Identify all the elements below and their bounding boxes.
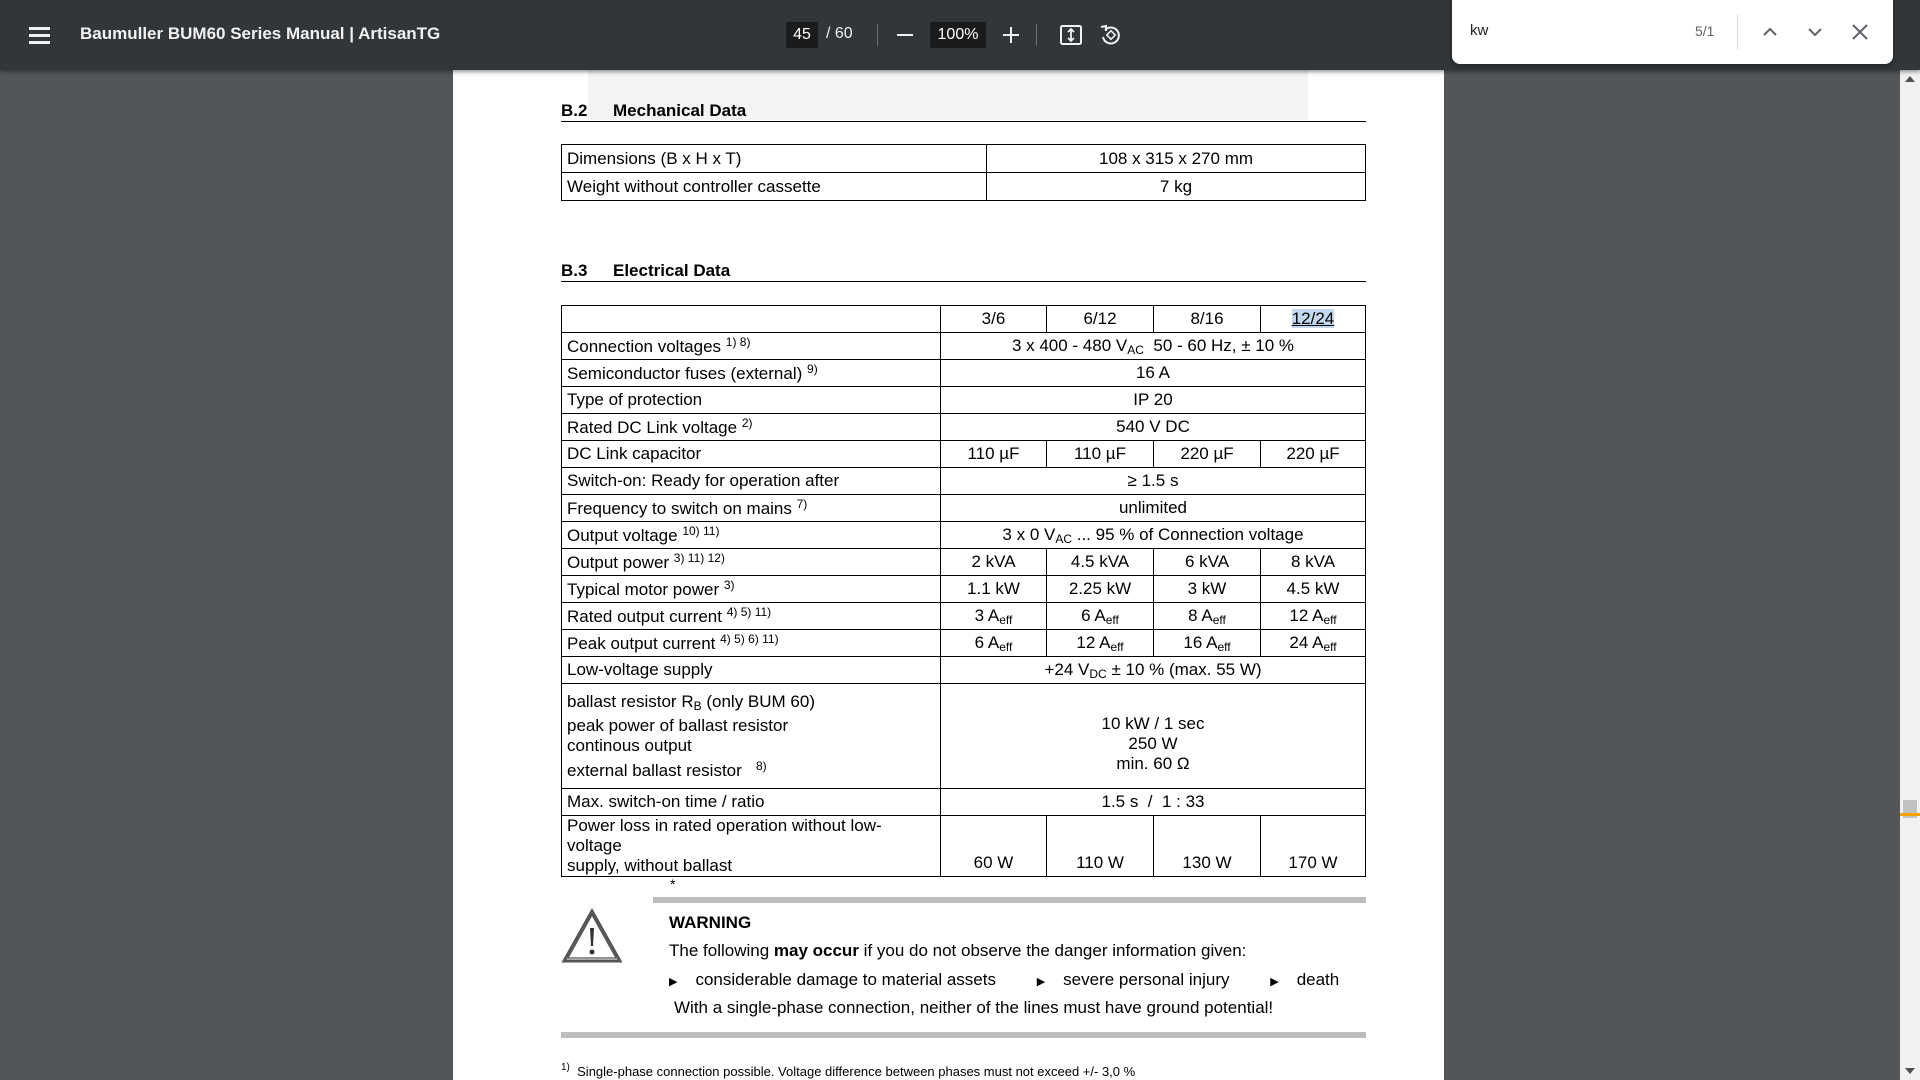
table-cell: IP 20: [941, 387, 1366, 414]
column-header: 3/6: [941, 306, 1047, 333]
table-cell: Weight without controller cassette: [562, 173, 987, 201]
table-row: [562, 630, 1366, 657]
warning-triangle-icon: [561, 908, 623, 964]
electrical-data-table: [561, 305, 1366, 877]
chevron-down-icon[interactable]: [1803, 20, 1827, 44]
table-row: [562, 816, 1366, 877]
warning-text: The following may occur if you do not observe the danger information given:: [669, 941, 1247, 960]
table-cell: 3 x 0 $V_{AC}$ ... 95 % of Connection voltage: [941, 522, 1366, 549]
scroll-down-arrow-icon[interactable]: [1905, 1068, 1915, 1074]
row-label: Switch-on: Ready for operation after: [562, 468, 941, 495]
row-label: Output power $^{3) 11) 12)}$: [562, 549, 941, 576]
column-header: 6/12: [1047, 306, 1154, 333]
search-match-marker: [1900, 813, 1920, 816]
table-cell: 108 x 315 x 270 mm: [987, 145, 1366, 173]
table-cell: 8 kVA: [1261, 549, 1366, 576]
table-cell: 3 x 400 - 480 $V_{AC}$ 50 - 60 Hz, ± 10 %: [941, 333, 1366, 360]
table-cell: 60 W: [941, 816, 1047, 877]
table-row: [562, 333, 1366, 360]
column-header: [1261, 306, 1366, 333]
row-label: Low-voltage supply: [562, 657, 941, 684]
list-item: ▶ death: [1270, 970, 1340, 989]
table-cell: 220 µF: [1154, 441, 1261, 468]
row-label: Output voltage $^{10) 11)}$: [562, 522, 941, 549]
table-cell: 130 W: [1154, 816, 1261, 877]
section-title: Electrical Data: [613, 261, 731, 280]
table-cell: 16 A: [941, 360, 1366, 387]
warning-title: WARNING: [669, 913, 752, 932]
table-cell: 12 $A_{eff}$: [1261, 603, 1366, 630]
table-cell: unlimited: [941, 495, 1366, 522]
vertical-scrollbar[interactable]: [1900, 70, 1920, 1080]
row-label: DC Link capacitor: [562, 441, 941, 468]
table-cell: 6 $A_{eff}$: [941, 630, 1047, 657]
table-cell: 3 kW: [1154, 576, 1261, 603]
warning-list: [669, 970, 1375, 990]
chevron-up-icon[interactable]: [1758, 20, 1782, 44]
table-cell: 10 kW / 1 sec 250 W min. 60 Ω: [941, 684, 1366, 789]
mechanical-data-table: [561, 144, 1366, 201]
table-cell: 8 $A_{eff}$: [1154, 603, 1261, 630]
row-label: Frequency to switch on mains $^{7)}$: [562, 495, 941, 522]
table-row: [562, 414, 1366, 441]
pdf-page: [453, 70, 1444, 1080]
row-label: Semiconductor fuses (external) $^{9)}$: [562, 360, 941, 387]
column-header: 8/16: [1154, 306, 1261, 333]
table-cell: 7 kg: [987, 173, 1366, 201]
page-number-input[interactable]: 45: [786, 22, 818, 48]
zoom-input[interactable]: 100%: [930, 22, 986, 48]
table-row: [562, 522, 1366, 549]
table-cell: 12 $A_{eff}$: [1047, 630, 1154, 657]
warning-bottom-rule: [561, 1032, 1366, 1038]
toolbar-divider: [877, 24, 878, 46]
table-cell: 540 V DC: [941, 414, 1366, 441]
table-cell: 4.5 kW: [1261, 576, 1366, 603]
table-cell: 110 W: [1047, 816, 1154, 877]
row-label: Max. switch-on time / ratio: [562, 789, 941, 816]
table-cell: 1.1 kW: [941, 576, 1047, 603]
table-row: [562, 576, 1366, 603]
section-title: Mechanical Data: [613, 101, 747, 120]
table-row: [562, 145, 1366, 173]
zoom-out-button[interactable]: [892, 22, 918, 48]
table-row: [562, 441, 1366, 468]
table-cell: 1.5 s / 1 : 33: [941, 789, 1366, 816]
table-cell: 2.25 kW: [1047, 576, 1154, 603]
table-row: [562, 657, 1366, 684]
table-row: [562, 549, 1366, 576]
table-cell: 24 $A_{eff}$: [1261, 630, 1366, 657]
table-cell: ≥ 1.5 s: [941, 468, 1366, 495]
find-match-count: 5/1: [1695, 23, 1715, 39]
warning-top-rule: [653, 897, 1366, 903]
footnote: $^{1)}$ Single-phase connection possible. Voltage difference between phases must not exceed +/- 3,0 %: [561, 1062, 1136, 1079]
list-item: ▶ severe personal injury: [1036, 970, 1230, 989]
rotate-icon[interactable]: [1098, 22, 1124, 48]
row-label: Type of protection: [562, 387, 941, 414]
table-cell: Dimensions (B x H x T): [562, 145, 987, 173]
section-number: B.3: [561, 261, 588, 280]
table-cell: 110 µF: [1047, 441, 1154, 468]
find-input[interactable]: kw: [1470, 22, 1489, 39]
row-label: Rated DC Link voltage $^{2)}$: [562, 414, 941, 441]
bullet-triangle-icon: ▶: [669, 976, 678, 988]
table-header-row: [562, 306, 1366, 333]
section-heading-electrical: [561, 261, 1366, 282]
row-label: Connection voltages $^{1) 8)}$: [562, 333, 941, 360]
find-bar: [1452, 0, 1893, 64]
search-highlight: 12/24: [1291, 309, 1335, 328]
table-cell: 110 µF: [941, 441, 1047, 468]
list-item: ▶ considerable damage to material assets: [669, 970, 996, 989]
table-cell: 16 $A_{eff}$: [1154, 630, 1261, 657]
table-row: [562, 360, 1366, 387]
page-total: / 60: [826, 25, 853, 42]
document-title: Baumuller BUM60 Series Manual | ArtisanTG: [80, 24, 441, 43]
menu-icon[interactable]: [22, 19, 58, 51]
row-label: Rated output current $^{4) 5) 11)}$: [562, 603, 941, 630]
row-label: ballast resistor $R_B$ (only BUM 60) peak power of ballast resistor continous output external ballast resistor $^{8)}$: [562, 684, 941, 789]
table-row: [562, 684, 1366, 789]
find-divider: [1737, 14, 1738, 50]
bullet-triangle-icon: ▶: [1036, 976, 1046, 988]
fit-page-icon[interactable]: [1058, 22, 1084, 48]
table-cell: 6 $A_{eff}$: [1047, 603, 1154, 630]
table-cell: [562, 306, 941, 333]
table-cell: +24 $V_{DC} \pm 10$ % (max. 55 W): [941, 657, 1366, 684]
warning-note: With a single-phase connection, neither of the lines must have ground potential!: [674, 998, 1274, 1017]
row-label: Power loss in rated operation without low-voltage supply, without ballast: [562, 816, 941, 877]
row-label: Typical motor power $^{3)}$: [562, 576, 941, 603]
section-number: B.2: [561, 101, 588, 120]
table-row: [562, 789, 1366, 816]
table-row: [562, 495, 1366, 522]
table-cell: 6 kVA: [1154, 549, 1261, 576]
table-row: [562, 387, 1366, 414]
table-cell: 170 W: [1261, 816, 1366, 877]
table-cell: 2 kVA: [941, 549, 1047, 576]
toolbar-divider: [1036, 24, 1037, 46]
table-row: [562, 173, 1366, 201]
table-cell: 220 µF: [1261, 441, 1366, 468]
scroll-up-arrow-icon[interactable]: [1905, 76, 1915, 82]
table-row: [562, 468, 1366, 495]
table-cell: 3 $A_{eff}$: [941, 603, 1047, 630]
bullet-triangle-icon: ▶: [1270, 976, 1279, 988]
close-icon[interactable]: [1848, 20, 1872, 44]
asterisk: *: [670, 876, 676, 892]
table-row: [562, 603, 1366, 630]
row-label: Peak output current $^{4) 5) 6) 11)}$: [562, 630, 941, 657]
zoom-in-button[interactable]: [998, 22, 1024, 48]
table-cell: 4.5 kVA: [1047, 549, 1154, 576]
section-heading-mechanical: [561, 101, 1366, 122]
